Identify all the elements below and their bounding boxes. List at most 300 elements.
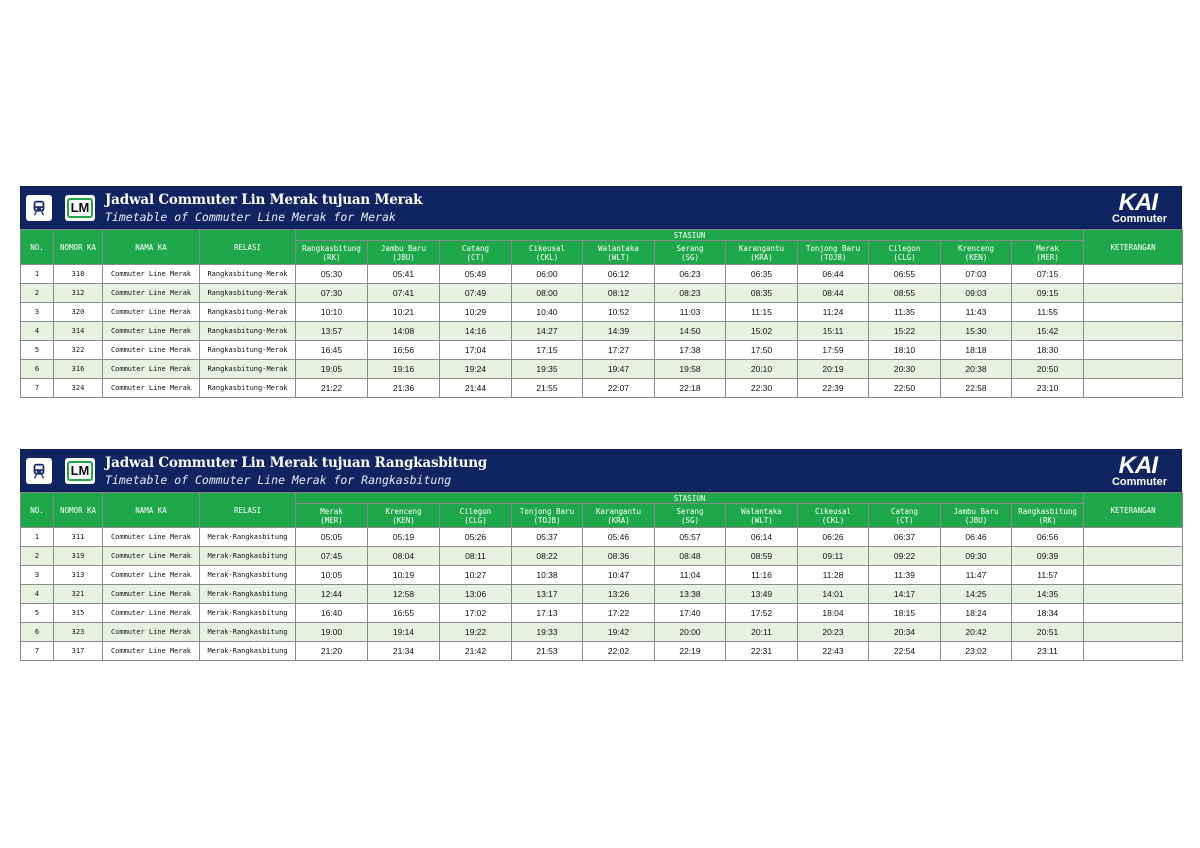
cell-time: 08:48 [655, 547, 726, 566]
cell-keterangan [1084, 379, 1183, 398]
station-header [726, 241, 798, 265]
cell-time: 21:44 [440, 379, 512, 398]
cell-time: 07:30 [296, 284, 368, 303]
cell-time: 06:56 [1012, 528, 1084, 547]
cell-no: 3 [21, 303, 54, 322]
cell-time: 08:00 [512, 284, 583, 303]
station-header [296, 504, 368, 528]
cell-time: 15:02 [726, 322, 798, 341]
cell-time: 06:26 [798, 528, 869, 547]
cell-time: 22:30 [726, 379, 798, 398]
page-title: Jadwal Commuter Lin Merak tujuan Merak [105, 192, 423, 208]
cell-time: 15:42 [1012, 322, 1084, 341]
cell-time: 10:52 [583, 303, 655, 322]
cell-time: 07:45 [296, 547, 368, 566]
col-header-nomor: NOMOR KA [54, 230, 103, 265]
station-code: (CLG) [464, 515, 487, 525]
cell-keterangan [1084, 547, 1183, 566]
table-row [21, 284, 1183, 303]
station-code: (CKL) [821, 515, 845, 525]
cell-time: 11:28 [798, 566, 869, 585]
cell-time: 07:15 [1012, 265, 1084, 284]
cell-time: 08:55 [869, 284, 941, 303]
cell-time: 10:19 [368, 566, 440, 585]
cell-time: 20:38 [941, 360, 1012, 379]
cell-relasi: Merak-Rangkasbitung [200, 642, 296, 661]
station-header [440, 241, 512, 265]
cell-time: 05:37 [512, 528, 583, 547]
cell-time: 15:30 [941, 322, 1012, 341]
col-header-relasi: RELASI [200, 493, 296, 528]
cell-nomor-ka: 317 [54, 642, 103, 661]
cell-nomor-ka: 312 [54, 284, 103, 303]
cell-time: 22:58 [941, 379, 1012, 398]
cell-relasi: Rangkasbitung-Merak [200, 341, 296, 360]
cell-nama-ka: Commuter Line Merak [103, 642, 200, 661]
station-header [798, 241, 869, 265]
table-row [21, 265, 1183, 284]
cell-time: 22:54 [869, 642, 941, 661]
cell-no: 2 [21, 284, 54, 303]
cell-time: 18:15 [869, 604, 941, 623]
cell-time: 12:44 [296, 585, 368, 604]
station-header [512, 504, 583, 528]
cell-time: 19:47 [583, 360, 655, 379]
station-header [1012, 504, 1084, 528]
cell-time: 21:42 [440, 642, 512, 661]
table-row [21, 623, 1183, 642]
cell-time: 21:53 [512, 642, 583, 661]
station-name: Cilegon [459, 506, 492, 516]
page-subtitle: Timetable of Commuter Line Merak for Rangkasbitung [105, 473, 452, 487]
table-row [21, 303, 1183, 322]
cell-time: 22:07 [583, 379, 655, 398]
station-header [941, 504, 1012, 528]
station-name: Cikeusal [814, 506, 852, 516]
cell-nomor-ka: 322 [54, 341, 103, 360]
cell-nomor-ka: 318 [54, 265, 103, 284]
station-code: (WLT) [607, 252, 630, 262]
station-code: (RK) [322, 252, 341, 262]
station-code: (JBU) [964, 515, 988, 525]
station-name: Serang [676, 243, 704, 253]
cell-time: 10:05 [296, 566, 368, 585]
cell-time: 10:47 [583, 566, 655, 585]
cell-time: 18:18 [941, 341, 1012, 360]
cell-time: 10:29 [440, 303, 512, 322]
cell-time: 09:03 [941, 284, 1012, 303]
cell-nama-ka: Commuter Line Merak [103, 265, 200, 284]
cell-time: 05:46 [583, 528, 655, 547]
cell-time: 19:58 [655, 360, 726, 379]
cell-time: 16:45 [296, 341, 368, 360]
cell-time: 09:11 [798, 547, 869, 566]
cell-time: 05:26 [440, 528, 512, 547]
cell-time: 12:58 [368, 585, 440, 604]
cell-time: 05:57 [655, 528, 726, 547]
cell-nomor-ka: 319 [54, 547, 103, 566]
page-title: Jadwal Commuter Lin Merak tujuan Rangkasbitung [105, 455, 488, 471]
line-badge-text: LM [67, 198, 94, 218]
cell-time: 08:23 [655, 284, 726, 303]
cell-time: 14:35 [1012, 585, 1084, 604]
cell-nomor-ka: 315 [54, 604, 103, 623]
cell-time: 14:39 [583, 322, 655, 341]
cell-nomor-ka: 311 [54, 528, 103, 547]
page-subtitle: Timetable of Commuter Line Merak for Merak [105, 210, 396, 224]
station-name: Karangantu [738, 243, 785, 253]
cell-no: 7 [21, 642, 54, 661]
cell-time: 21:22 [296, 379, 368, 398]
station-header [583, 504, 655, 528]
station-code: (KEN) [964, 252, 988, 262]
cell-no: 4 [21, 585, 54, 604]
cell-time: 18:24 [941, 604, 1012, 623]
cell-time: 20:51 [1012, 623, 1084, 642]
cell-time: 17:27 [583, 341, 655, 360]
cell-no: 3 [21, 566, 54, 585]
cell-time: 09:30 [941, 547, 1012, 566]
station-name: Jambu Baru [380, 243, 427, 253]
cell-time: 17:15 [512, 341, 583, 360]
cell-time: 06:23 [655, 265, 726, 284]
cell-relasi: Merak-Rangkasbitung [200, 623, 296, 642]
cell-time: 20:42 [941, 623, 1012, 642]
cell-time: 13:06 [440, 585, 512, 604]
cell-time: 19:42 [583, 623, 655, 642]
col-header-no: NO. [21, 493, 54, 528]
col-header-stasiun: STASIUN [296, 493, 1084, 504]
cell-time: 06:00 [512, 265, 583, 284]
cell-relasi: Merak-Rangkasbitung [200, 585, 296, 604]
cell-time: 16:55 [368, 604, 440, 623]
cell-time: 19:22 [440, 623, 512, 642]
logo-text: KAI [1118, 452, 1157, 479]
station-header [368, 504, 440, 528]
cell-time: 19:00 [296, 623, 368, 642]
station-code: (MER) [1036, 252, 1059, 262]
station-name: Walantaka [741, 506, 782, 516]
station-header [655, 241, 726, 265]
cell-time: 22:19 [655, 642, 726, 661]
cell-time: 20:23 [798, 623, 869, 642]
col-header-keterangan: KETERANGAN [1084, 493, 1183, 528]
cell-time: 08:11 [440, 547, 512, 566]
cell-relasi: Rangkasbitung-Merak [200, 379, 296, 398]
station-code: (TOJB) [533, 515, 561, 525]
station-code: (CLG) [893, 252, 916, 262]
cell-time: 14:25 [941, 585, 1012, 604]
cell-nomor-ka: 321 [54, 585, 103, 604]
station-name: Tonjong Baru [519, 506, 575, 516]
cell-time: 14:27 [512, 322, 583, 341]
cell-time: 11:57 [1012, 566, 1084, 585]
cell-time: 17:02 [440, 604, 512, 623]
cell-time: 16:40 [296, 604, 368, 623]
timetable-rangkasbitung-bound [20, 449, 1182, 661]
station-name: Cilegon [888, 243, 921, 253]
col-header-keterangan: KETERANGAN [1084, 230, 1183, 265]
cell-nomor-ka: 324 [54, 379, 103, 398]
cell-time: 23:02 [941, 642, 1012, 661]
cell-time: 10:40 [512, 303, 583, 322]
station-code: (CT) [895, 515, 914, 525]
cell-time: 10:38 [512, 566, 583, 585]
cell-nama-ka: Commuter Line Merak [103, 360, 200, 379]
schedule-table [20, 492, 1183, 661]
cell-relasi: Rangkasbitung-Merak [200, 360, 296, 379]
station-code: (MER) [320, 515, 343, 525]
station-header [869, 241, 941, 265]
table-row [21, 341, 1183, 360]
cell-time: 17:40 [655, 604, 726, 623]
cell-time: 08:12 [583, 284, 655, 303]
cell-nama-ka: Commuter Line Merak [103, 322, 200, 341]
train-icon [26, 195, 52, 221]
cell-keterangan [1084, 265, 1183, 284]
cell-no: 4 [21, 322, 54, 341]
cell-time: 06:12 [583, 265, 655, 284]
table-row [21, 322, 1183, 341]
cell-time: 20:50 [1012, 360, 1084, 379]
timetable-header [20, 449, 1182, 492]
cell-time: 08:04 [368, 547, 440, 566]
cell-no: 7 [21, 379, 54, 398]
station-name: Tonjong Baru [805, 243, 861, 253]
station-header [440, 504, 512, 528]
cell-nama-ka: Commuter Line Merak [103, 547, 200, 566]
timetable-header [20, 186, 1182, 229]
cell-time: 20:34 [869, 623, 941, 642]
cell-time: 09:22 [869, 547, 941, 566]
station-code: (JBU) [392, 252, 415, 262]
station-header [655, 504, 726, 528]
cell-time: 21:55 [512, 379, 583, 398]
cell-time: 21:34 [368, 642, 440, 661]
line-badge [65, 458, 95, 484]
cell-time: 14:16 [440, 322, 512, 341]
cell-time: 15:22 [869, 322, 941, 341]
station-header [869, 504, 941, 528]
table-row [21, 566, 1183, 585]
station-name: Walantaka [598, 243, 639, 253]
schedule-body [21, 528, 1183, 661]
cell-time: 13:17 [512, 585, 583, 604]
line-badge [65, 195, 95, 221]
cell-keterangan [1084, 341, 1183, 360]
cell-time: 11:43 [941, 303, 1012, 322]
cell-relasi: Rangkasbitung-Merak [200, 265, 296, 284]
schedule-body [21, 265, 1183, 398]
cell-nomor-ka: 320 [54, 303, 103, 322]
cell-keterangan [1084, 528, 1183, 547]
col-header-no: NO. [21, 230, 54, 265]
table-row [21, 547, 1183, 566]
cell-relasi: Merak-Rangkasbitung [200, 528, 296, 547]
station-code: (CT) [466, 252, 485, 262]
cell-time: 22:18 [655, 379, 726, 398]
cell-time: 06:35 [726, 265, 798, 284]
train-icon [26, 458, 52, 484]
kai-commuter-logo [1067, 191, 1167, 227]
cell-keterangan [1084, 585, 1183, 604]
kai-commuter-logo [1067, 454, 1167, 490]
station-header [583, 241, 655, 265]
cell-time: 09:15 [1012, 284, 1084, 303]
cell-time: 18:10 [869, 341, 941, 360]
cell-time: 19:05 [296, 360, 368, 379]
cell-time: 21:20 [296, 642, 368, 661]
station-name: Krenceng [385, 506, 422, 516]
station-name: Catang [461, 243, 490, 253]
cell-time: 13:49 [726, 585, 798, 604]
station-name: Krenceng [957, 243, 995, 253]
station-name: Rangkasbitung [302, 243, 361, 253]
station-code: (CKL) [535, 252, 559, 262]
station-header [512, 241, 583, 265]
cell-time: 11:15 [726, 303, 798, 322]
cell-nama-ka: Commuter Line Merak [103, 623, 200, 642]
table-row [21, 585, 1183, 604]
cell-time: 08:44 [798, 284, 869, 303]
col-header-nomor: NOMOR KA [54, 493, 103, 528]
cell-nama-ka: Commuter Line Merak [103, 303, 200, 322]
station-header [1012, 241, 1084, 265]
cell-no: 6 [21, 360, 54, 379]
cell-time: 11:55 [1012, 303, 1084, 322]
cell-relasi: Rangkasbitung-Merak [200, 303, 296, 322]
table-row [21, 642, 1183, 661]
station-code: (TOJB) [819, 252, 847, 262]
station-name: Merak [320, 506, 343, 516]
cell-nama-ka: Commuter Line Merak [103, 379, 200, 398]
cell-time: 18:04 [798, 604, 869, 623]
cell-nama-ka: Commuter Line Merak [103, 528, 200, 547]
cell-relasi: Rangkasbitung-Merak [200, 322, 296, 341]
cell-keterangan [1084, 604, 1183, 623]
cell-time: 19:24 [440, 360, 512, 379]
cell-time: 08:36 [583, 547, 655, 566]
logo-subtext: Commuter [1111, 213, 1167, 225]
station-name: Jambu Baru [953, 506, 999, 516]
cell-time: 20:30 [869, 360, 941, 379]
cell-time: 18:30 [1012, 341, 1084, 360]
cell-time: 13:26 [583, 585, 655, 604]
cell-time: 08:35 [726, 284, 798, 303]
station-code: (KEN) [392, 515, 415, 525]
cell-time: 22:02 [583, 642, 655, 661]
col-header-stasiun: STASIUN [296, 230, 1084, 241]
station-code: (WLT) [750, 515, 773, 525]
cell-time: 07:49 [440, 284, 512, 303]
cell-keterangan [1084, 322, 1183, 341]
cell-time: 19:16 [368, 360, 440, 379]
table-row [21, 379, 1183, 398]
station-name: Cikeusal [528, 243, 566, 253]
cell-time: 07:03 [941, 265, 1012, 284]
cell-keterangan [1084, 360, 1183, 379]
table-row [21, 360, 1183, 379]
cell-nama-ka: Commuter Line Merak [103, 284, 200, 303]
cell-time: 06:37 [869, 528, 941, 547]
cell-nomor-ka: 323 [54, 623, 103, 642]
cell-time: 20:00 [655, 623, 726, 642]
cell-no: 6 [21, 623, 54, 642]
cell-time: 14:17 [869, 585, 941, 604]
cell-time: 21:36 [368, 379, 440, 398]
col-header-nama: NAMA KA [103, 230, 200, 265]
cell-time: 05:49 [440, 265, 512, 284]
cell-time: 05:19 [368, 528, 440, 547]
cell-time: 11:16 [726, 566, 798, 585]
cell-nama-ka: Commuter Line Merak [103, 341, 200, 360]
cell-nama-ka: Commuter Line Merak [103, 566, 200, 585]
cell-time: 08:59 [726, 547, 798, 566]
cell-nama-ka: Commuter Line Merak [103, 585, 200, 604]
station-name: Rangkasbitung [1018, 506, 1077, 516]
station-code: (KRA) [750, 252, 773, 262]
schedule-table [20, 229, 1183, 398]
cell-relasi: Merak-Rangkasbitung [200, 566, 296, 585]
table-row [21, 528, 1183, 547]
cell-time: 22:31 [726, 642, 798, 661]
cell-nomor-ka: 316 [54, 360, 103, 379]
logo-subtext: Commuter [1111, 476, 1167, 488]
cell-time: 05:30 [296, 265, 368, 284]
cell-time: 11:04 [655, 566, 726, 585]
cell-nama-ka: Commuter Line Merak [103, 604, 200, 623]
station-header [798, 504, 869, 528]
station-name: Karangantu [595, 506, 642, 516]
cell-time: 23:11 [1012, 642, 1084, 661]
cell-keterangan [1084, 303, 1183, 322]
cell-nomor-ka: 314 [54, 322, 103, 341]
cell-time: 16:56 [368, 341, 440, 360]
cell-time: 06:55 [869, 265, 941, 284]
cell-time: 17:22 [583, 604, 655, 623]
cell-nomor-ka: 313 [54, 566, 103, 585]
cell-time: 06:44 [798, 265, 869, 284]
cell-time: 22:50 [869, 379, 941, 398]
cell-time: 08:22 [512, 547, 583, 566]
cell-no: 5 [21, 604, 54, 623]
cell-no: 1 [21, 265, 54, 284]
cell-time: 13:38 [655, 585, 726, 604]
cell-time: 17:52 [726, 604, 798, 623]
cell-keterangan [1084, 284, 1183, 303]
cell-time: 05:41 [368, 265, 440, 284]
station-header [726, 504, 798, 528]
cell-time: 11:24 [798, 303, 869, 322]
cell-time: 19:35 [512, 360, 583, 379]
station-header [296, 241, 368, 265]
cell-time: 17:13 [512, 604, 583, 623]
cell-time: 23:10 [1012, 379, 1084, 398]
cell-time: 22:43 [798, 642, 869, 661]
cell-time: 14:08 [368, 322, 440, 341]
station-header [368, 241, 440, 265]
cell-time: 06:46 [941, 528, 1012, 547]
cell-time: 18:34 [1012, 604, 1084, 623]
line-badge-text: LM [67, 461, 94, 481]
cell-time: 14:50 [655, 322, 726, 341]
cell-time: 10:10 [296, 303, 368, 322]
timetable-merak-bound [20, 186, 1182, 398]
station-code: (KRA) [607, 515, 630, 525]
cell-time: 17:59 [798, 341, 869, 360]
cell-time: 17:38 [655, 341, 726, 360]
cell-time: 07:41 [368, 284, 440, 303]
